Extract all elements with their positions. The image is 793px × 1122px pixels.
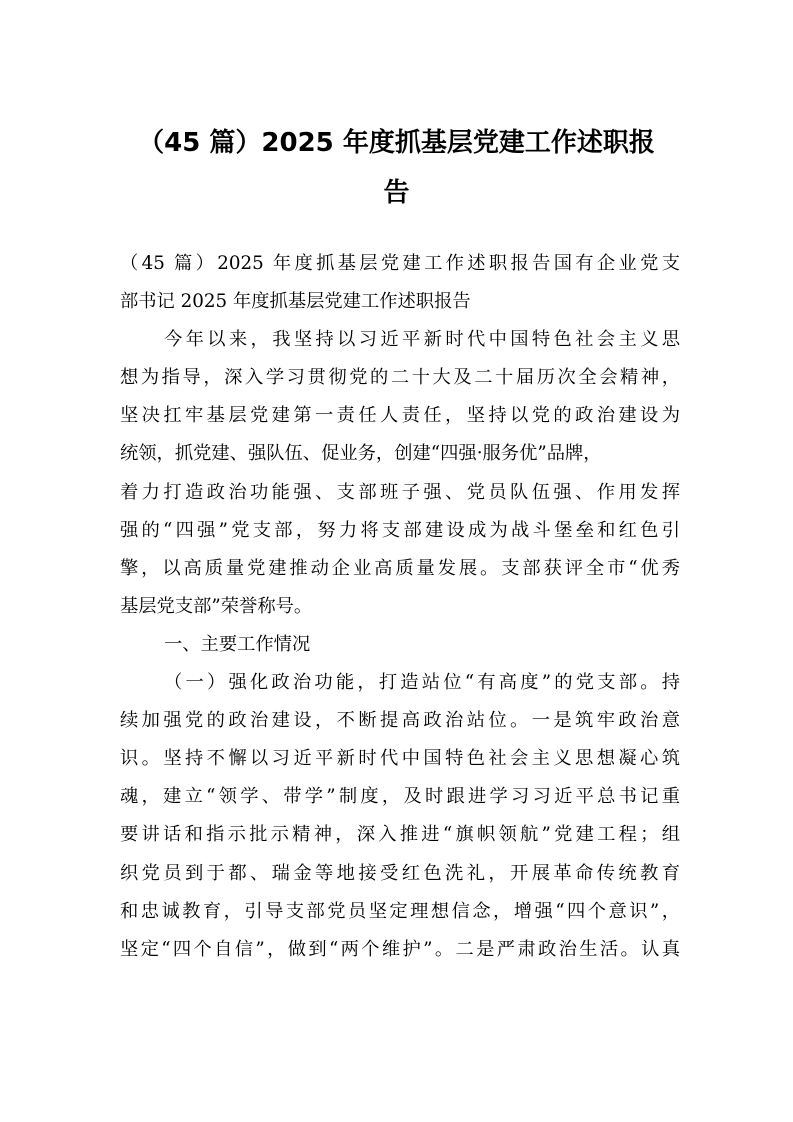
body-text-line: 续加强党的政治建设，不断提高政治站位。一是筑牢政治意 <box>120 710 680 732</box>
body-text-line: 着力打造政治功能强、支部班子强、党员队伍强、作用发挥 <box>120 481 680 503</box>
body-text-line: 想为指导，深入学习贯彻党的二十大及二十届历次全会精神， <box>120 367 680 389</box>
body-text-line: 织党员到于都、瑞金等地接受红色洗礼，开展革命传统教育 <box>120 862 680 884</box>
body-text-line: （45 篇）2025 年度抓基层党建工作述职报告国有企业党支 <box>120 253 680 274</box>
body-text-line: 今年以来，我坚持以习近平新时代中国特色社会主义思 <box>164 329 680 351</box>
title-line: （45 篇）2025 年度抓基层党建工作述职报 <box>138 128 655 158</box>
body-text-line: 一、主要工作情况 <box>164 633 311 655</box>
body-text-line: 部书记 2025 年度抓基层党建工作述职报告 <box>120 291 471 313</box>
document-body <box>120 245 680 969</box>
body-text-line: 和忠诚教育，引导支部党员坚定理想信念，增强“四个意识”， <box>120 900 680 922</box>
body-text-line: 识。坚持不懈以习近平新时代中国特色社会主义思想凝心筑 <box>120 748 680 770</box>
body-text-line: （一）强化政治功能，打造站位“有高度”的党支部。持 <box>164 672 680 694</box>
body-text-line: 魂，建立“领学、带学”制度，及时跟进学习习近平总书记重 <box>120 786 680 808</box>
body-text-line: 擎，以高质量党建推动企业高质量发展。支部获评全市“优秀 <box>120 557 680 579</box>
title-line: 告 <box>383 178 410 208</box>
body-text-line: 基层党支部”荣誉称号。 <box>120 595 313 617</box>
body-text-line: 统领，抓党建、强队伍、促业务，创建“四强·服务优”品牌， <box>120 443 602 465</box>
body-text-line: 要讲话和指示批示精神，深入推进“旗帜领航”党建工程；组 <box>120 824 680 846</box>
body-text-line: 坚决扛牢基层党建第一责任人责任，坚持以党的政治建设为 <box>120 405 680 427</box>
body-text-line: 强的“四强”党支部，努力将支部建设成为战斗堡垒和红色引 <box>120 519 680 541</box>
body-text-line: 坚定“四个自信”，做到“两个维护”。二是严肃政治生活。认真 <box>120 938 680 960</box>
document-title <box>100 118 693 218</box>
